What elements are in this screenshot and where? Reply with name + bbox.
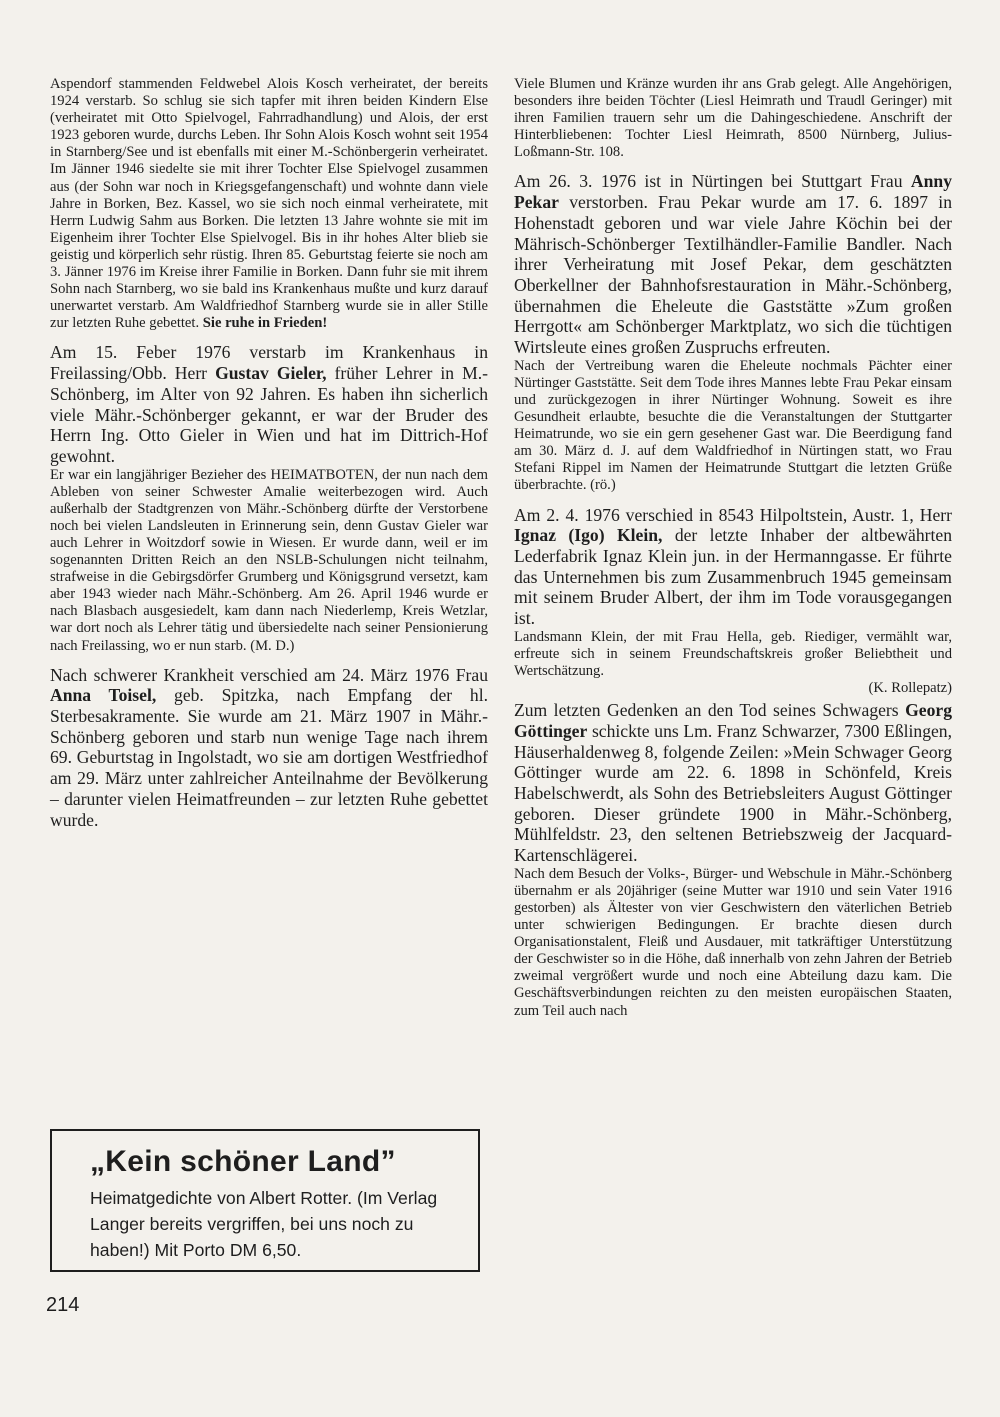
name-georg-goettinger: Georg Göttinger (514, 700, 952, 741)
page-number: 214 (46, 1294, 80, 1316)
left-column (50, 76, 488, 830)
ad-text: Heimatgedichte von Albert Rotter. (Im Verlag Langer bereits vergriffen, bei uns noch zu haben!) Mit Porto DM 6,50. (90, 1188, 438, 1260)
name-gustav-gieler: Gustav Gieler, (215, 363, 327, 384)
name-anna-toisel: Anna Toisel, (50, 685, 157, 706)
obituary-pekar-text: Nach der Vertreibung waren die Eheleute nochmals Pächter einer Nürtinger Gaststätte. Seit dem Tode ihres Mannes lebte Frau Pekar einsam und zurückgezogen in ihrer Nürtinger Wohnung. Soweit es ihre Gesundheit erlaubte, besuchte die die Veranstaltungen der Stuttgarter Heimatrunde, wo sie ein gern gesehener Gast war. Die Beerdigung fand am 30. März d. J. auf dem Waldfriedhof in Nürtingen statt, wo Frau Stefani Rippel im Namen der Heimatrunde Stuttgart die letzten Grüße überbrachte. (rö.) (514, 357, 952, 494)
obituary-klein-text: Landsmann Klein, der mit Frau Hella, geb. Riediger, vermählt war, erfreute sich in seinem Freundschaftskreis großer Beliebtheit und Wertschätzung. (514, 628, 952, 679)
obituary-gieler-text: Er war ein langjähriger Bezieher des HEIMATBOTEN, der nun nach dem Ableben von seiner Schwester Amalie weiterbezogen wird. Auch außerhalb der Stadtgrenzen von Mähr.-Schönberg dürfte der Verstorbene noch bei vielen Landsleuten in Erinnerung sein, denn Gustav Gieler war auch Lehrer in Woitzdorf sowie in Wiesen. Er wurde dann, weil er im sogenannten Dritten Reich an den NSLB-Schulungen nicht teilnahm, strafweise in die Gebirgsdörfer Grumberg und Königsgrund versetzt, kam aber 1943 wieder nach Mähr.-Schönberg. Am 26. April 1946 wurde er nach Blasbach ausgesiedelt, kam dann nach Niederlemp, Kreis Wetzlar, war dort noch als Lehrer tätig und übersiedelte nach seiner Pensionierung nach Freilassing, wo er nun starb. (M. D.) (50, 466, 488, 654)
obituary-toisel: Nach schwerer Krankheit verschied am 24. März 1976 Frau Anna Toisel, geb. Spitzka, nach Empfang der hl. Sterbesakramente. Sie wurde am 21. März 1907 in Mähr.-Schönberg geboren und starb nun wenige Tage nach ihrem 69. Geburtstag in Ingolstadt, wo sie am dortigen Westfriedhof am 29. März unter zahlreicher Anteilnahme der Bevölkerung – darunter vielen Heimatfreunden – zur letzten Ruhe gebettet wurde. (50, 664, 488, 830)
obituary-gieler-intro: Am 15. Feber 1976 verstarb im Krankenhaus in Freilassing/Obb. Herr Gustav Gieler, früher Lehrer in M.-Schönberg, im Alter von 92 Jahren. Es haben ihn sicherlich viele Mähr.-Schönberger gekannt, er war der Bruder des Herrn Ing. Otto Gieler in Wien und hat im Dittrich-Hof gewohnt. (50, 342, 488, 466)
ad-title: „Kein schöner Land” (90, 1145, 396, 1178)
obituary-goettinger-intro: Zum letzten Gedenken an den Tod seines Schwagers Georg Göttinger schickte uns Lm. Franz Schwarzer, 7300 Eßlingen, Häuserhaldenweg 8, folgende Zeilen: »Mein Schwager Georg Göttinger wurde am 22. 6. 1898 in Schönfeld, Kreis Habelschwerdt, als Sohn des Betriebsleiters August Göttinger geboren. Dieser gründete 1900 in Mähr.-Schönberg, Mühlfeldstr. 23, den seltenen Betriebszweig der Jacquard-Kartenschlägerei. (514, 700, 952, 866)
obituary-klein-intro: Am 2. 4. 1976 verschied in 8543 Hilpoltstein, Austr. 1, Herr Ignaz (Igo) Klein, der letzte Inhaber der altbewährten Lederfabrik Ignaz Klein jun. in der Hermanngasse. Er führte das Unternehmen bis zum Zusammenbruch 1945 gemeinsam mit seinem Bruder Albert, der ihm im Tode vorausgegangen ist. (514, 504, 952, 629)
obituary-pekar-intro: Am 26. 3. 1976 ist in Nürtingen bei Stuttgart Frau Anny Pekar verstorben. Frau Pekar wurde am 17. 6. 1897 in Hohenstadt geboren und war viele Jahre Köchin bei der Mährisch-Schönberger Textilhändler-Familie Bandler. Nach ihrer Verheiratung mit Josef Pekar, dem geschätzten Oberkellner der Bahnhofsrestauration in Mähr.-Schönberg, übernahmen die Eheleute die Gaststätte »Zum großen Herrgott« am Schönberger Marktplatz, wo sich die tüchtigen Wirtsleute eines großen Zuspruchs erfreuten. (514, 171, 952, 358)
name-ignaz-klein: Ignaz (Igo) Klein, (514, 525, 663, 546)
obituary-kosch-text: Aspendorf stammenden Feldwebel Alois Kosch verheiratet, der bereits 1924 verstarb. So schlug sie sich tapfer mit ihren beiden Kindern Else (verheiratet mit Otto Spielvogel, Fahrradhandlung) und Alois, der erst 1923 geboren wurde, durchs Leben. Ihr Sohn Alois Kosch wohnt seit 1954 in Starnberg/See und ist ebenfalls mit einer M.-Schönbergerin verheiratet. Im Jänner 1946 siedelte sie mit ihrer Tochter Else Spielvogel zusammen aus (der Sohn war noch in Kriegsgefangenschaft) und wohnte dann viele Jahre in Borken, Bez. Kassel, wo sie sich noch einmal verheiratete, mit Herrn Ludwig Sahm aus Borken. Die letzten 13 Jahre wohnte sie mit im Eigenheim ihrer Tochter Else Spielvogel. Bis in ihr hohes Alter blieb sie geistig und körperlich sehr rüstig. Ihren 85. Geburtstag feierte sie noch am 3. Jänner 1976 im Kreise ihrer Familie in Borken. Dann fuhr sie mit ihrem Sohn nach Starnberg, wo sie bald ins Krankenhaus mußte und kurz darauf unerwartet verstarb. Am Waldfriedhof Starnberg wurde sie in aller Stille zur letzten Ruhe gebettet. Sie ruhe in Frieden! (50, 76, 488, 332)
closing-blessing: Sie ruhe in Frieden! (202, 315, 328, 332)
right-column (514, 76, 952, 1020)
name-anny-pekar: Anny Pekar (514, 171, 952, 213)
obituary-continued-text: Viele Blumen und Kränze wurden ihr ans Grab gelegt. Alle Angehörigen, besonders ihre beiden Töchter (Liesl Heimrath und Traudl Geringer) mit ihren Familien trauern sehr um die Dahingeschiedene. Anschrift der Hinterbliebenen: Tochter Liesl Heimrath, 8500 Nürnberg, Julius-Loßmann-Str. 108. (514, 76, 952, 161)
obituary-goettinger-text: Nach dem Besuch der Volks-, Bürger- und Webschule in Mähr.-Schönberg übernahm er als 20jähriger (seine Mutter war 1910 und sein Vater 1916 gestorben) als Ältester von vier Geschwistern den väterlichen Betrieb unter schwierigen Bedingungen. Er brachte diesen durch Organisationstalent, Fleiß und Ausdauer, mit tatkräftiger Unterstützung der Geschwister so in die Höhe, daß innerhalb von zehn Jahren der Betrieb zweimal vergrößert wurde und noch eine Abteilung dazu kam. Die Geschäftsverbindungen reichten zu den meisten europäischen Staaten, zum Teil auch nach (514, 865, 952, 1019)
book-advertisement (50, 1129, 480, 1272)
author-signature: (K. Rollepatz) (868, 680, 952, 697)
